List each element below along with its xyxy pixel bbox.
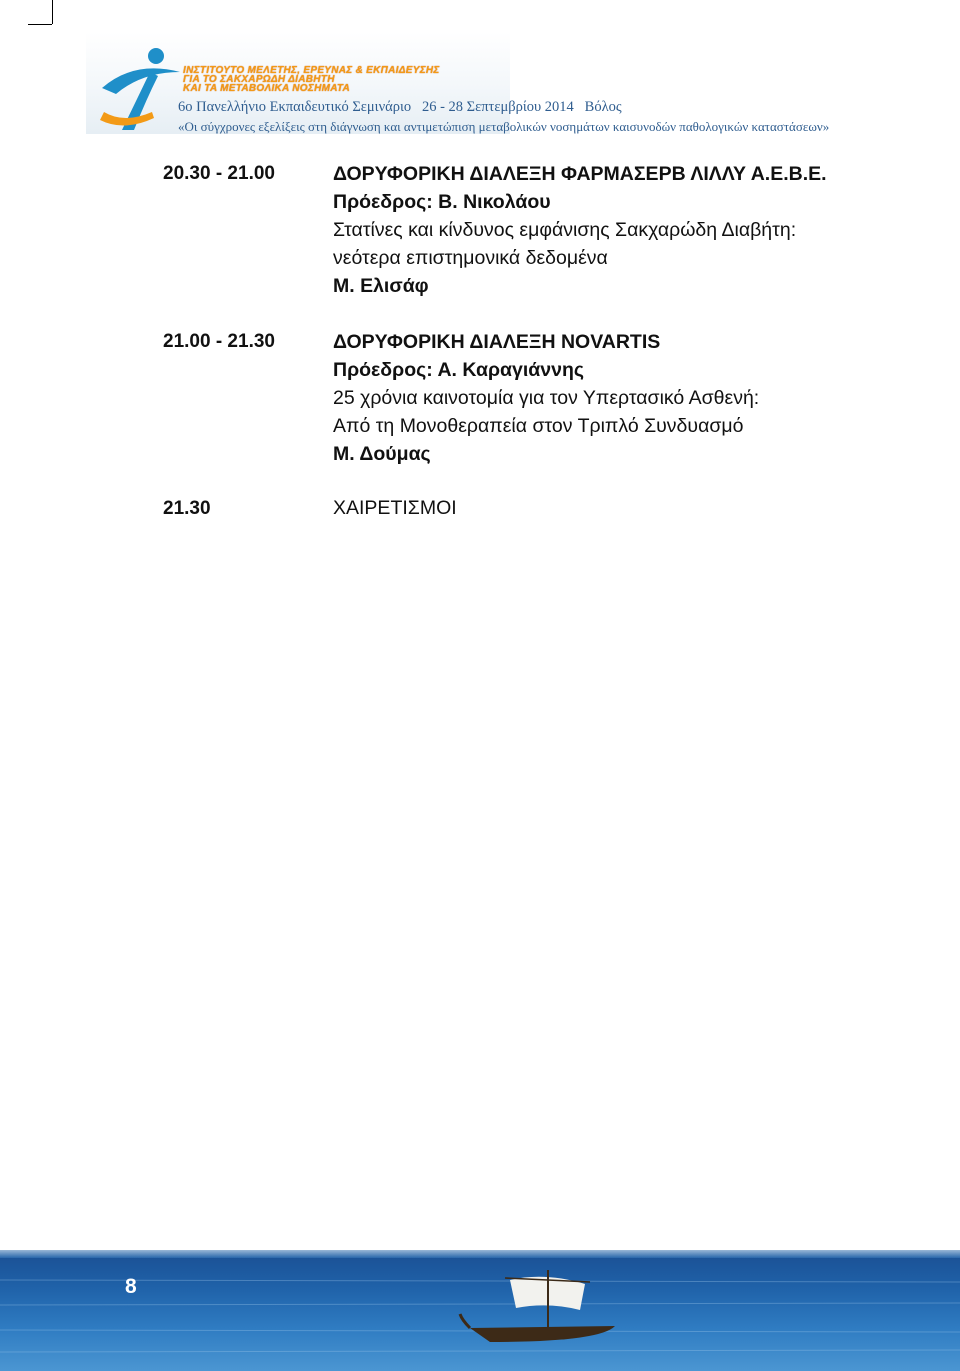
session-title: ΔΟΡΥΦΟΡΙΚΗ ΔΙΑΛΕΞΗ ΦΑΡΜΑΣΕΡΒ ΛΙΛΛΥ Α.Ε.Β.Ε.	[333, 163, 827, 185]
session-topic-line: 25 χρόνια καινοτομία για τον Υπερτασικό Ασθενή:	[333, 387, 760, 409]
session-chair: Πρόεδρος: Β. Νικολάου	[333, 191, 551, 213]
session-speaker: Μ. Δούμας	[333, 443, 431, 465]
institute-name	[183, 66, 440, 93]
crop-mark-top-vertical	[52, 0, 53, 24]
footer-sea-image	[0, 1250, 960, 1371]
session-topic-line: Στατίνες και κίνδυνος εμφάνισης Σακχαρώδη Διαβήτη:	[333, 219, 797, 241]
session-speaker: Μ. Ελισάφ	[333, 275, 429, 297]
seminar-subtitle: «Οι σύγχρονες εξελίξεις στη διάγνωση και αντιμετώπιση μεταβολικών νοσημάτων καισυνοδών παθολογικών καταστάσεων»	[178, 119, 830, 134]
session-time: 20.30 - 21.00	[163, 163, 275, 184]
ship-illustration	[0, 1250, 960, 1371]
crop-mark-top-horizontal	[28, 24, 52, 25]
session-time: 21.00 - 21.30	[163, 331, 275, 352]
institute-name-line: ΚΑΙ ΤΑ ΜΕΤΑΒΟΛΙΚΑ ΝΟΣΗΜΑΤΑ	[183, 83, 351, 94]
session-topic-line: νεότερα επιστημονικά δεδομένα	[333, 247, 608, 269]
institute-name-line: ΙΝΣΤΙΤΟΥΤΟ ΜΕΛΕΤΗΣ, ΕΡΕΥΝΑΣ & ΕΚΠΑΙΔΕΥΣΗΣ	[183, 65, 440, 76]
session-chair: Πρόεδρος: Α. Καραγιάννης	[333, 359, 585, 381]
seminar-title: 6ο Πανελλήνιο Εκπαιδευτικό Σεμινάριο 26 - 28 Σεπτεμβρίου 2014 Βόλος	[178, 99, 622, 115]
institute-logo	[94, 42, 186, 134]
institute-name-line: ΓΙΑ ΤΟ ΣΑΚΧΑΡΩΔΗ ΔΙΑΒΗΤΗ	[183, 74, 335, 85]
session-topic-line: Από τη Μονοθεραπεία στον Τριπλό Συνδυασμό	[333, 415, 744, 437]
page-number: 8	[125, 1275, 137, 1298]
session-time: 21.30	[163, 498, 211, 519]
session-title: ΔΟΡΥΦΟΡΙΚΗ ΔΙΑΛΕΞΗ NOVARTIS	[333, 331, 661, 353]
session-title: ΧΑΙΡΕΤΙΣΜΟΙ	[333, 497, 457, 519]
